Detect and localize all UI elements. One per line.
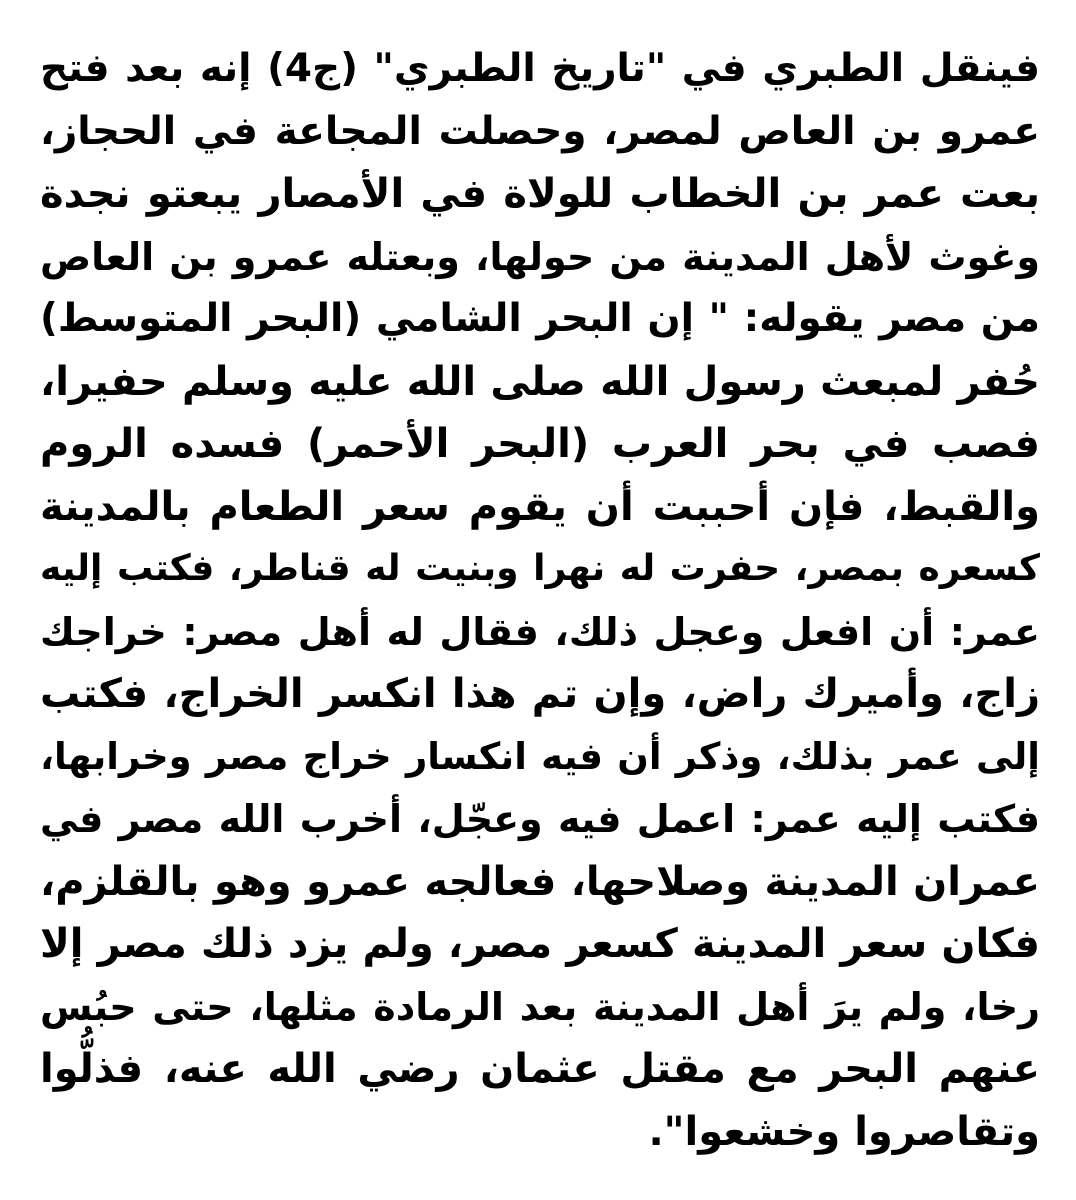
text-line: حُفر لمبعث رسول الله صلى الله عليه وسلم حفيرا، xyxy=(40,358,1040,405)
text-line: إلى عمر بذلك، وذكر أن فيه انكسار خراج مصر وخرابها، xyxy=(40,734,1040,778)
text-line: والقبط، فإن أحببت أن يقوم سعر الطعام بالمدينة xyxy=(40,483,1040,530)
text-line: عمران المدينة وصلاحها، فعالجه عمرو وهو بالقلزم، xyxy=(40,858,1040,905)
text-line: بعت عمر بن الخطاب للولاة في الأمصار يبعتو نجدة xyxy=(40,171,1040,217)
text-line: عنهم البحر مع مقتل عثمان رضي الله عنه، فذلُّوا xyxy=(40,1046,1040,1092)
text-line: رخا، ولم يرَ أهل المدينة بعد الرمادة مثلها، حتى حبُس xyxy=(40,984,1040,1029)
text-line: فصب في بحر العرب (البحر الأحمر) فسده الروم xyxy=(40,421,1040,467)
text-line: من مصر يقوله: " إن البحر الشامي (البحر المتوسط) xyxy=(40,296,1040,341)
text-line: فكتب إليه عمر: اعمل فيه وعجّل، أخرب الله مصر في xyxy=(40,797,1040,841)
text-line: وغوث لأهل المدينة من حولها، وبعتله عمرو بن العاص xyxy=(40,234,1040,279)
article-paragraph xyxy=(40,38,1040,1163)
text-line: كسعره بمصر، حفرت له نهرا وبنيت له قناطر، فكتب إليه xyxy=(40,548,1040,589)
text-line: فكان سعر المدينة كسعر مصر، ولم يزد ذلك مصر إلا xyxy=(40,921,1040,967)
text-line: زاج، وأميرك راض، وإن تم هذا انكسر الخراج، فكتب xyxy=(40,671,1040,717)
text-line: فينقل الطبري في "تاريخ الطبري" (ج4) إنه بعد فتح xyxy=(40,46,1040,91)
text-line: وتقاصروا وخشعوا". xyxy=(648,1108,1040,1155)
text-line: عمرو بن العاص لمصر، وحصلت المجاعة في الحجاز، xyxy=(40,108,1040,154)
text-line: عمر: أن افعل وعجل ذلك، فقال له أهل مصر: خراجك xyxy=(40,609,1040,654)
